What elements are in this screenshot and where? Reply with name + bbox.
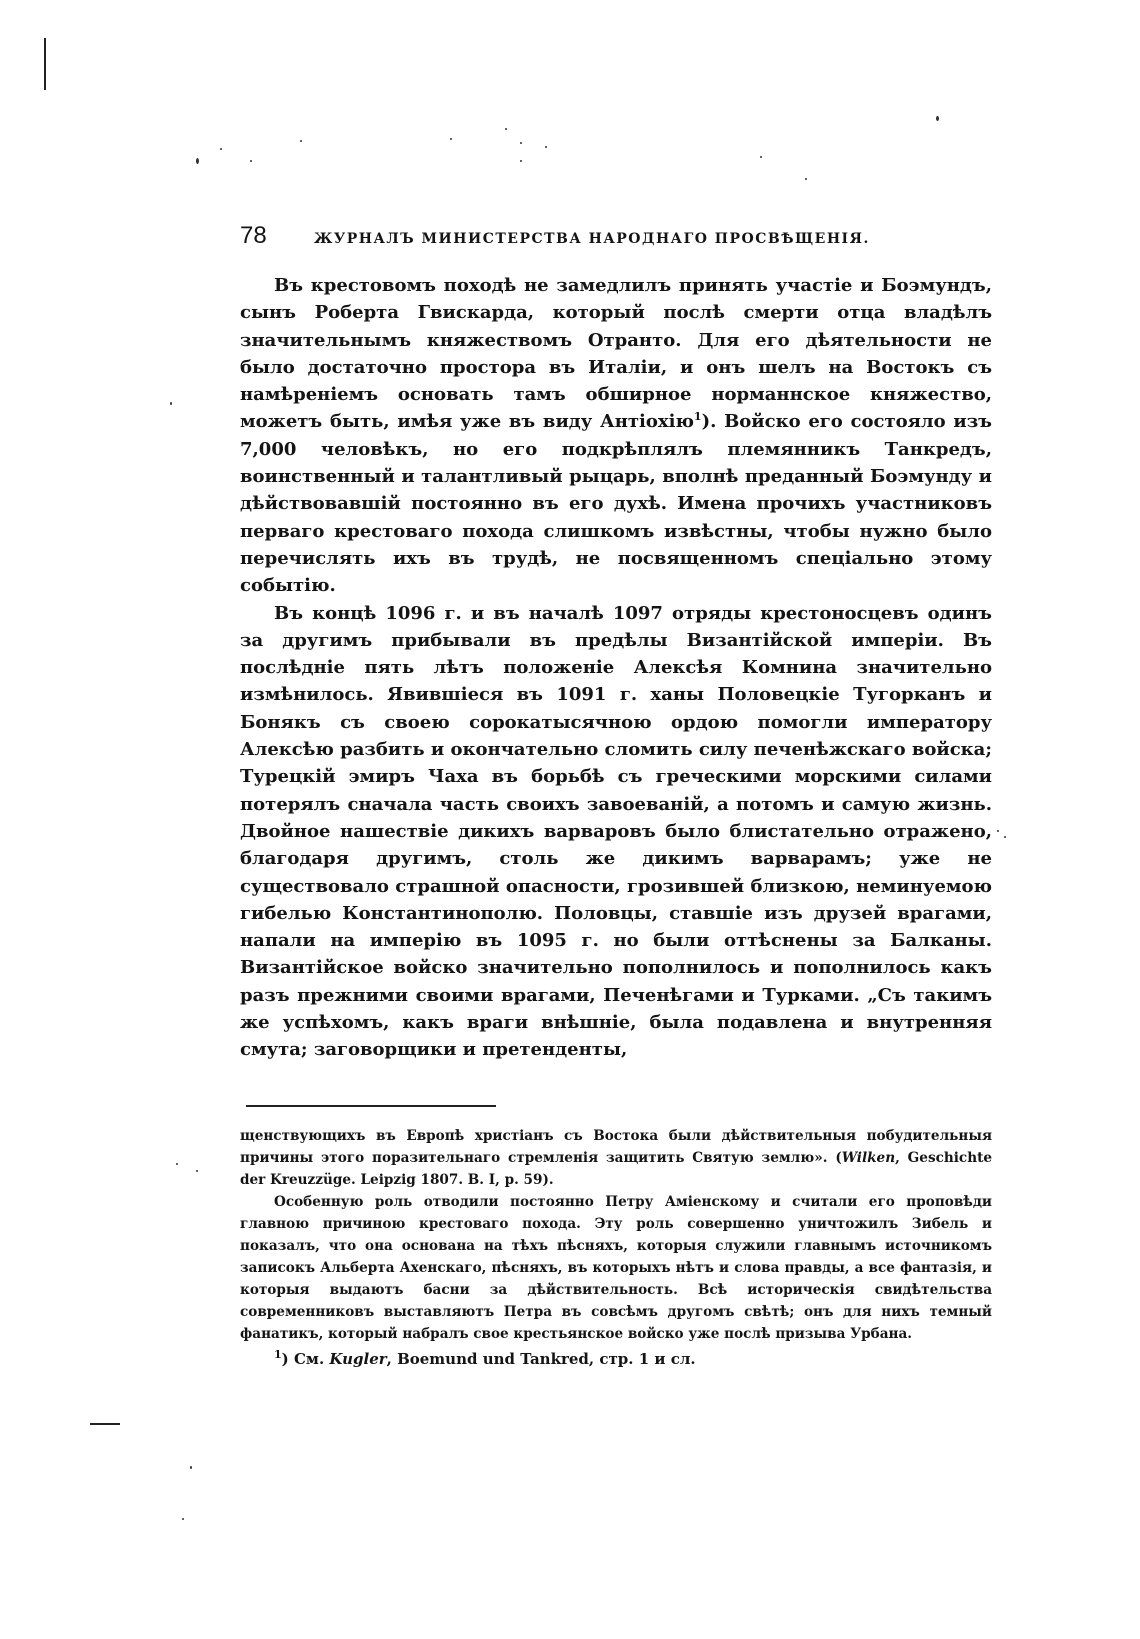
running-title: ЖУРНАЛЪ МИНИСТЕРСТВА НАРОДНАГО ПРОСВѢЩЕНІЯ. xyxy=(314,231,870,247)
scan-speck xyxy=(196,158,199,164)
paragraph-bohemond xyxy=(240,272,992,600)
footnote-peter-amiens: Особенную роль отводили постоянно Петру Аміенскому и считали его проповѣди главною причиною крестоваго похода. Эту роль совершенно уничтожилъ Зибель и показалъ, что она основана на тѣхъ пѣсняхъ, которыя служили главнымъ источникомъ записокъ Альберта Ахенскаго, пѣсняхъ, въ которыхъ нѣтъ и слова правды, а все фантазія, и которыя выдаютъ басни за дѣйствительность. Всѣ историческія свидѣтельства современниковъ выставляютъ Петра въ совсѣмъ другомъ свѣтѣ; онъ для нихъ темный фанатикъ, который набралъ свое крестьянское войско уже послѣ призыва Урбана. xyxy=(240,1194,992,1342)
citation-author: Wilken xyxy=(841,1150,896,1166)
scan-speck xyxy=(176,1163,178,1165)
footnotes xyxy=(240,1125,992,1371)
scan-speck xyxy=(545,146,547,148)
page-number: 78 xyxy=(240,222,267,249)
citation-text: , Geschichte der Kreuzzüge. Leipzig 1807. B. I, p. 59). xyxy=(240,1150,993,1188)
footnote-text: щенствующихъ въ Европѣ христіанъ съ Востока были дѣйствительныя побудительныя причины этого поразительнаго стремленія защитить Святую землю». xyxy=(240,1128,992,1166)
paragraph-text: ). Войско его состояло изъ 7,000 человѣкъ, но его подкрѣплялъ племянникъ Танкредъ, воинственный и талантливый рыцарь, вполнѣ преданный Боэмунду и дѣйствовавшій постоянно въ его духѣ. Имена прочихъ участниковъ перваго крестоваго похода слишкомъ извѣстны, чтобы нужно было перечислять ихъ въ трудѣ, не посвященномъ спеціально этому событію. xyxy=(240,411,992,597)
scan-speck xyxy=(936,116,939,121)
footnote-separator xyxy=(246,1105,496,1107)
scan-speck xyxy=(170,402,172,405)
page-header xyxy=(240,222,900,250)
scan-speck xyxy=(300,140,302,142)
paragraph-text: Въ крестовомъ походѣ не замедлилъ принять участіе и Боэмундъ, сынъ Роберта Гвискарда, который послѣ смерти отца владѣлъ значительнымъ княжествомъ Отранто. Для его дѣятельности не было достаточно простора въ Италіи, и онъ шелъ на Востокъ съ намѣреніемъ основать тамъ обширное норманнское княжество, можетъ быть, имѣя уже въ виду Антіохію xyxy=(240,275,992,433)
scan-speck xyxy=(190,1466,192,1469)
footnote-mark: 1 xyxy=(274,1348,282,1361)
footnote-continuation xyxy=(240,1125,992,1191)
footnote-margin-mark xyxy=(90,1423,120,1425)
scan-speck xyxy=(1004,836,1006,838)
scan-speck xyxy=(760,156,762,158)
citation-open: ( xyxy=(835,1150,842,1166)
scan-speck xyxy=(196,1170,198,1172)
scan-speck xyxy=(250,160,252,162)
scan-speck xyxy=(220,148,222,150)
scan-speck xyxy=(505,128,507,130)
paragraph-crusaders-arrival: Въ концѣ 1096 г. и въ началѣ 1097 отряды крестоносцевъ одинъ за другимъ прибывали въ предѣлы Византійской имперіи. Въ послѣдніе пять лѣтъ положеніе Алексѣя Комнина значительно измѣнилось. Явившіеся въ 1091 г. ханы Половецкіе Тугорканъ и Бонякъ съ своею сорокатысячною ордою помогли императору Алексѣю разбить и окончательно сломить силу печенѣжскаго войска; Турецкій эмиръ Чаха въ борьбѣ съ греческими морскими силами потерялъ сначала часть своихъ завоеваній, а потомъ и самую жизнь. Двойное нашествіе дикихъ варваровъ было блистательно отражено, благодаря другимъ, столь же дикимъ варварамъ; уже не существовало страшной опасности, грозившей близкою, неминуемою гибелью Константинополю. Половцы, ставшіе изъ друзей врагами, напали на имперію въ 1095 г. но были оттѣснены за Балканы. Византійское войско значительно пополнилось и пополнилось какъ разъ прежними своими врагами, Печенѣгами и Турками. „Съ такимъ же успѣхомъ, какъ враги внѣшніе, была подавлена и внутренняя смута; заговорщики и претенденты, xyxy=(240,602,992,1061)
scan-speck xyxy=(520,160,522,162)
scan-speck xyxy=(182,1518,184,1520)
left-scan-edge xyxy=(44,38,46,90)
footnote-author: Kugler xyxy=(329,1350,387,1368)
footnote-prefix: ) См. xyxy=(281,1350,330,1368)
scan-speck xyxy=(520,142,522,144)
scan-speck xyxy=(997,830,999,832)
scan-speck xyxy=(805,178,807,180)
scan-speck xyxy=(450,138,452,140)
main-text xyxy=(240,272,992,1064)
footnote-1 xyxy=(240,1347,992,1371)
footnote-reference[interactable]: 1 xyxy=(693,410,702,424)
footnote-citation: , Boemund und Tankred, стр. 1 и сл. xyxy=(386,1350,696,1368)
